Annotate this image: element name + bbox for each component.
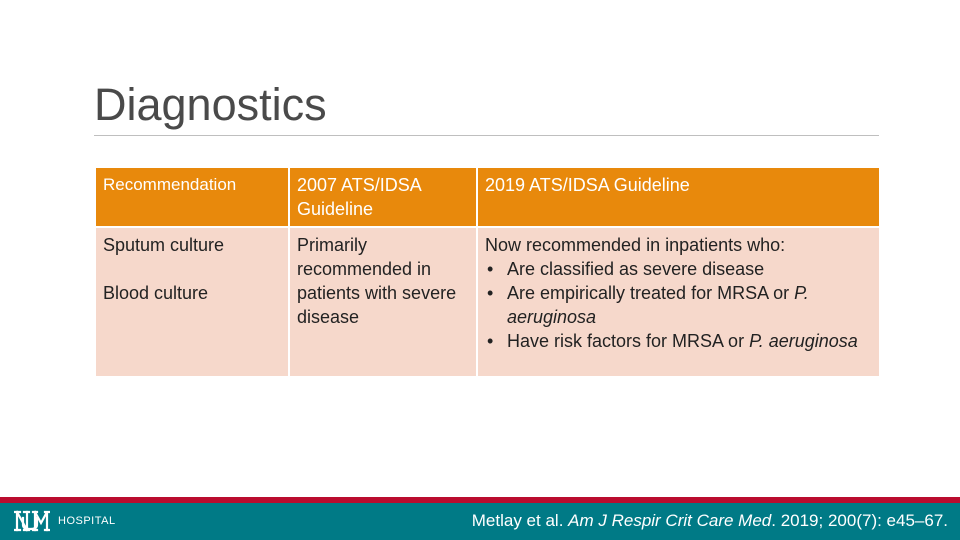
table-row (95, 227, 880, 377)
bullet-empirically-treated: • Are empirically treated for MRSA or P. aeruginosa (485, 281, 872, 329)
organism-name: P. aeruginosa (507, 283, 809, 327)
citation-journal: Am J Respir Crit Care Med (568, 511, 772, 530)
guideline-table (94, 166, 881, 378)
recommendation-blood-culture: Blood culture (103, 283, 209, 303)
logo-text: HOSPITAL (58, 515, 116, 527)
bullet-severe-disease: • Are classified as severe disease (485, 257, 872, 281)
table-header-row (95, 167, 880, 227)
cell-recommendations (95, 227, 289, 377)
header-2019-guideline: 2019 ATS/IDSA Guideline (477, 167, 880, 227)
recommendation-sputum-culture: Sputum culture (103, 235, 225, 255)
slide-title: Diagnostics (94, 79, 327, 130)
bullet-risk-factors: • Have risk factors for MRSA or P. aeruginosa (485, 329, 872, 353)
spacer (103, 257, 281, 281)
title-divider (94, 135, 879, 136)
unm-monogram-icon (14, 509, 50, 533)
organism-name: P. aeruginosa (749, 331, 858, 351)
citation: Metlay et al. Am J Respir Crit Care Med. 2019; 200(7): e45–67. (471, 511, 948, 530)
cell-2019-guideline (477, 227, 880, 377)
guideline-2019-intro: Now recommended in inpatients who: (485, 235, 786, 255)
hospital-logo (14, 509, 116, 533)
header-recommendation: Recommendation (95, 167, 289, 227)
cell-2007-guideline: Primarily recommended in patients with severe disease (289, 227, 477, 377)
guideline-2019-bullets (485, 257, 872, 353)
header-2007-guideline: 2007 ATS/IDSA Guideline (289, 167, 477, 227)
